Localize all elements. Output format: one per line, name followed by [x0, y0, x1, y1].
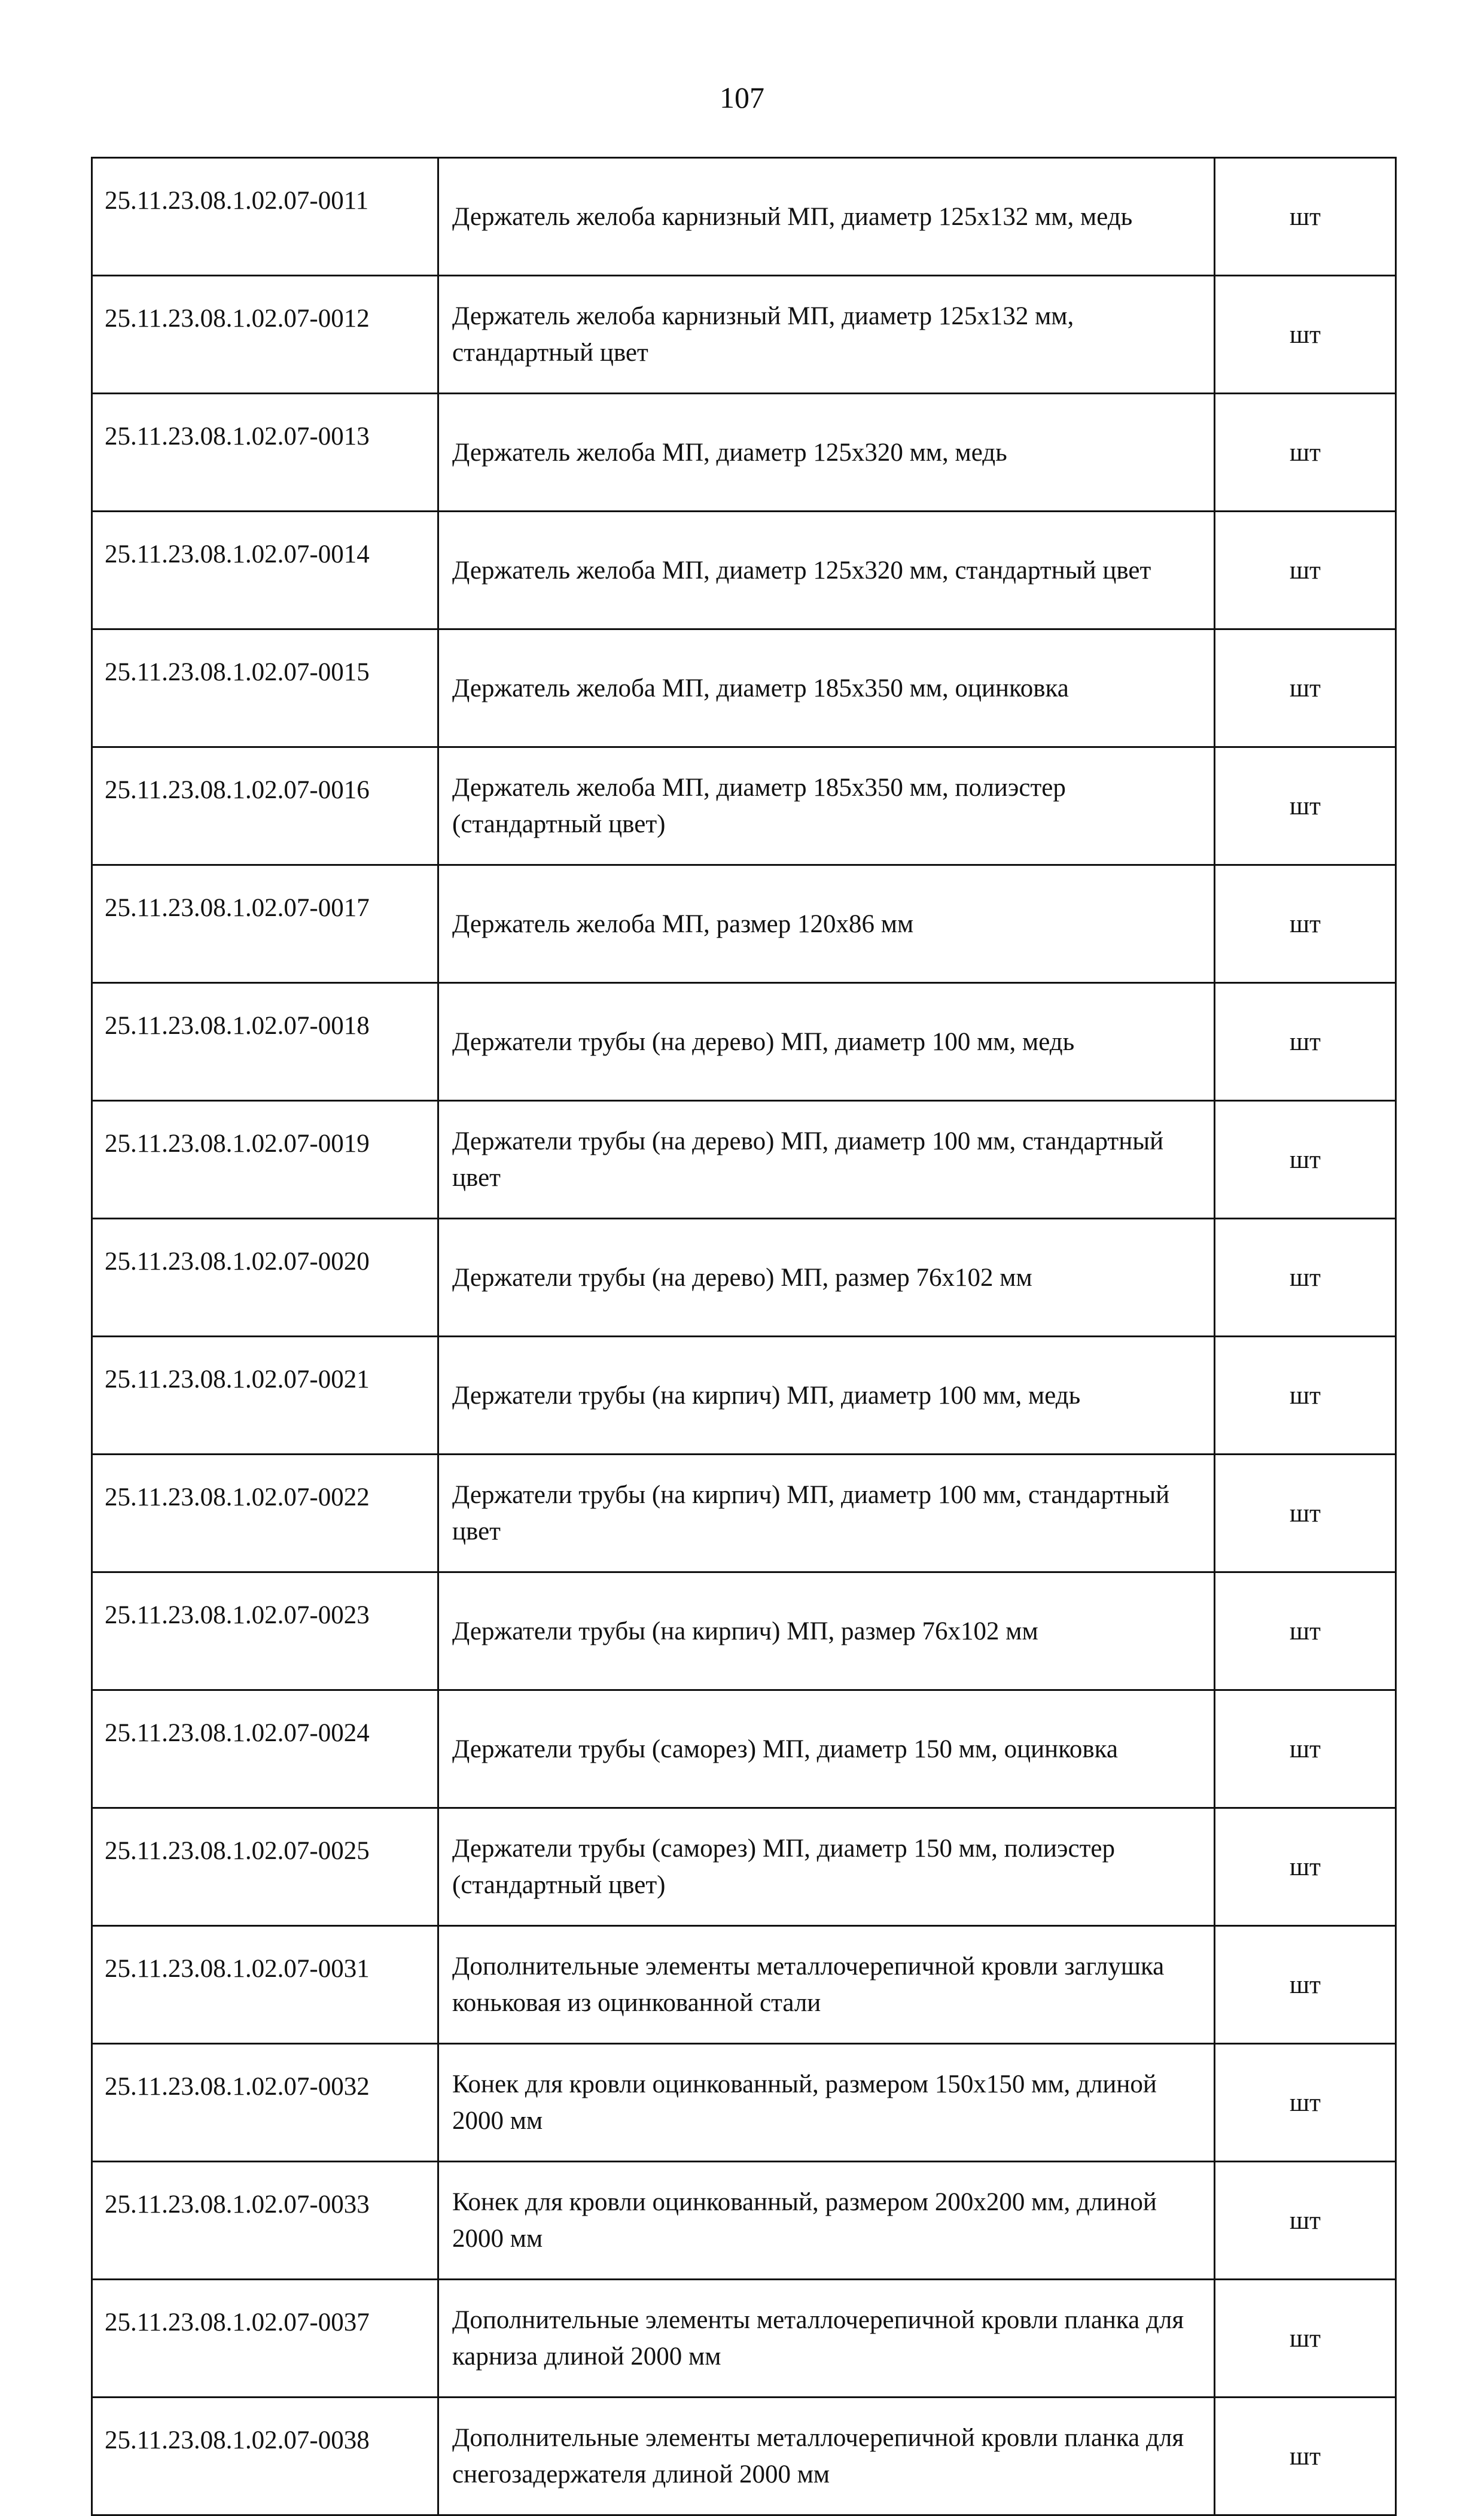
table-row	[92, 1926, 1396, 2044]
resource-code-cell: 25.11.23.08.1.02.07-0018	[92, 983, 438, 1101]
unit-cell: шт	[1215, 2280, 1396, 2398]
resource-name-cell: Держатели трубы (на дерево) МП, размер 76х102 мм	[438, 1219, 1215, 1337]
table-row	[92, 1219, 1396, 1337]
resource-name-cell: Держатели трубы (на кирпич) МП, размер 76х102 мм	[438, 1572, 1215, 1690]
resource-code-cell: 25.11.23.08.1.02.07-0015	[92, 629, 438, 747]
resource-code-cell: 25.11.23.08.1.02.07-0024	[92, 1690, 438, 1808]
resource-name-cell: Держатели трубы (на кирпич) МП, диаметр 100 мм, стандартный цвет	[438, 1455, 1215, 1572]
resource-name-cell: Держатели трубы (на дерево) МП, диаметр 100 мм, медь	[438, 983, 1215, 1101]
resource-name-cell: Держатель желоба МП, диаметр 125х320 мм, медь	[438, 394, 1215, 512]
page-number: 107	[720, 81, 764, 114]
resource-name-cell: Держатели трубы (саморез) МП, диаметр 150 мм, полиэстер (стандартный цвет)	[438, 1808, 1215, 1926]
resource-code-cell: 25.11.23.08.1.02.07-0011	[92, 158, 438, 276]
resource-name-cell: Держатель желоба карнизный МП, диаметр 125х132 мм, стандартный цвет	[438, 276, 1215, 394]
unit-cell: шт	[1215, 2044, 1396, 2162]
resource-name-cell: Дополнительные элементы металлочерепичной кровли планка для снегозадержателя длиной 2000 мм	[438, 2398, 1215, 2515]
unit-cell: шт	[1215, 1337, 1396, 1455]
resource-code-cell: 25.11.23.08.1.02.07-0017	[92, 865, 438, 983]
table-row	[92, 629, 1396, 747]
resource-code-cell: 25.11.23.08.1.02.07-0038	[92, 2398, 438, 2515]
resource-name-cell: Держатели трубы (на дерево) МП, диаметр 100 мм, стандартный цвет	[438, 1101, 1215, 1219]
unit-cell: шт	[1215, 394, 1396, 512]
table-row	[92, 2162, 1396, 2280]
resource-code-cell: 25.11.23.08.1.02.07-0023	[92, 1572, 438, 1690]
table-row	[92, 1337, 1396, 1455]
table-row	[92, 512, 1396, 629]
resource-code-cell: 25.11.23.08.1.02.07-0013	[92, 394, 438, 512]
table-row	[92, 2280, 1396, 2398]
unit-cell: шт	[1215, 1808, 1396, 1926]
unit-cell: шт	[1215, 2162, 1396, 2280]
table-row	[92, 276, 1396, 394]
unit-cell: шт	[1215, 865, 1396, 983]
unit-cell: шт	[1215, 1690, 1396, 1808]
unit-cell: шт	[1215, 629, 1396, 747]
unit-cell: шт	[1215, 1572, 1396, 1690]
table-row	[92, 747, 1396, 865]
resource-code-cell: 25.11.23.08.1.02.07-0014	[92, 512, 438, 629]
resource-name-cell: Держатель желоба МП, диаметр 125х320 мм, стандартный цвет	[438, 512, 1215, 629]
resource-name-cell: Держатель желоба МП, диаметр 185х350 мм, полиэстер (стандартный цвет)	[438, 747, 1215, 865]
resource-code-cell: 25.11.23.08.1.02.07-0032	[92, 2044, 438, 2162]
table-row	[92, 2044, 1396, 2162]
resource-table	[91, 157, 1397, 2516]
resource-name-cell: Дополнительные элементы металлочерепичной кровли заглушка коньковая из оцинкованной стали	[438, 1926, 1215, 2044]
resource-code-cell: 25.11.23.08.1.02.07-0031	[92, 1926, 438, 2044]
table-row	[92, 1101, 1396, 1219]
unit-cell: шт	[1215, 276, 1396, 394]
unit-cell: шт	[1215, 512, 1396, 629]
resource-name-cell: Держатели трубы (на кирпич) МП, диаметр 100 мм, медь	[438, 1337, 1215, 1455]
table-row	[92, 865, 1396, 983]
unit-cell: шт	[1215, 983, 1396, 1101]
table-row	[92, 1690, 1396, 1808]
unit-cell: шт	[1215, 1101, 1396, 1219]
table-row	[92, 2398, 1396, 2515]
resource-name-cell: Конек для кровли оцинкованный, размером 150х150 мм, длиной 2000 мм	[438, 2044, 1215, 2162]
table-row	[92, 1572, 1396, 1690]
resource-code-cell: 25.11.23.08.1.02.07-0022	[92, 1455, 438, 1572]
resource-code-cell: 25.11.23.08.1.02.07-0033	[92, 2162, 438, 2280]
resource-code-cell: 25.11.23.08.1.02.07-0019	[92, 1101, 438, 1219]
resource-name-cell: Держатель желоба МП, размер 120х86 мм	[438, 865, 1215, 983]
resource-code-cell: 25.11.23.08.1.02.07-0012	[92, 276, 438, 394]
unit-cell: шт	[1215, 1926, 1396, 2044]
resource-code-cell: 25.11.23.08.1.02.07-0016	[92, 747, 438, 865]
table-row	[92, 1808, 1396, 1926]
table-row	[92, 394, 1396, 512]
unit-cell: шт	[1215, 1455, 1396, 1572]
resource-name-cell: Держатели трубы (саморез) МП, диаметр 150 мм, оцинковка	[438, 1690, 1215, 1808]
unit-cell: шт	[1215, 1219, 1396, 1337]
resource-name-cell: Держатель желоба МП, диаметр 185х350 мм, оцинковка	[438, 629, 1215, 747]
unit-cell: шт	[1215, 158, 1396, 276]
table-row	[92, 983, 1396, 1101]
table-row	[92, 158, 1396, 276]
resource-name-cell: Дополнительные элементы металлочерепичной кровли планка для карниза длиной 2000 мм	[438, 2280, 1215, 2398]
unit-cell: шт	[1215, 2398, 1396, 2515]
resource-code-cell: 25.11.23.08.1.02.07-0037	[92, 2280, 438, 2398]
unit-cell: шт	[1215, 747, 1396, 865]
resource-name-cell: Конек для кровли оцинкованный, размером 200х200 мм, длиной 2000 мм	[438, 2162, 1215, 2280]
resource-code-cell: 25.11.23.08.1.02.07-0020	[92, 1219, 438, 1337]
resource-code-cell: 25.11.23.08.1.02.07-0025	[92, 1808, 438, 1926]
resource-name-cell: Держатель желоба карнизный МП, диаметр 125х132 мм, медь	[438, 158, 1215, 276]
table-body	[92, 158, 1396, 2515]
resource-code-cell: 25.11.23.08.1.02.07-0021	[92, 1337, 438, 1455]
table-row	[92, 1455, 1396, 1572]
